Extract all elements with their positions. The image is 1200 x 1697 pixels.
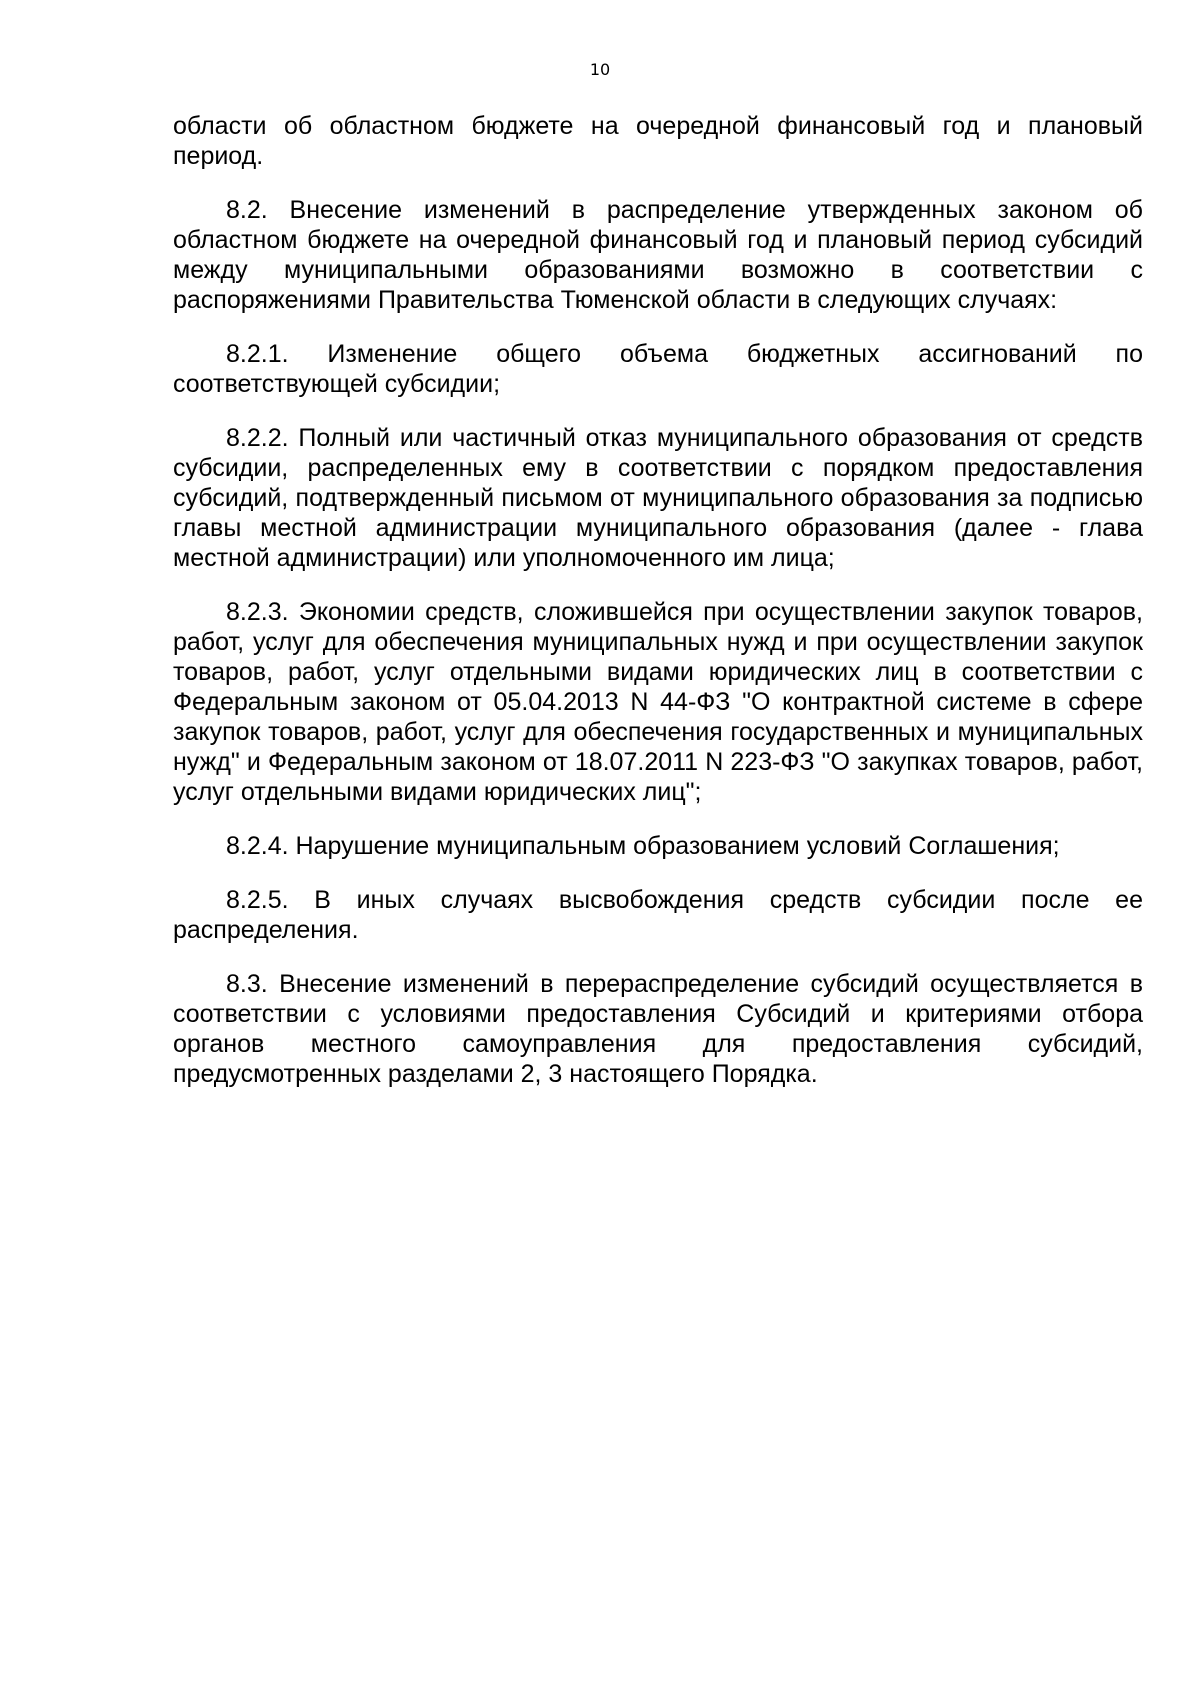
document-body [173,111,1143,1113]
paragraph-8-2: 8.2. Внесение изменений в распределение утвержденных законом об областном бюджете на очередной финансовый год и плановый период субсидий между муниципальными образованиями возможно в соответствии с распоряжениями Правительства Тюменской области в следующих случаях: [173,196,1143,314]
paragraph-8-2-4: 8.2.4. Нарушение муниципальным образованием условий Соглашения; [226,832,1060,860]
paragraph-8-2-3: 8.2.3. Экономии средств, сложившейся при осуществлении закупок товаров, работ, услуг для обеспечения муниципальных нужд и при осуществлении закупок товаров, работ, услуг отдельными видами юридических лиц в соответствии с Федеральным законом от 05.04.2013 N 44-ФЗ "О контрактной системе в сфере закупок товаров, работ, услуг для обеспечения государственных и муниципальных нужд" и Федеральным законом от 18.07.2011 N 223-ФЗ "О закупках товаров, работ, услуг отдельными видами юридических лиц"; [173,598,1143,806]
paragraph-8-3: 8.3. Внесение изменений в перераспределение субсидий осуществляется в соответствии с условиями предоставления Субсидий и критериями отбора органов местного самоуправления для предоставления субсидий, предусмотренных разделами 2, 3 настоящего Порядка. [173,970,1143,1088]
paragraph-8-2-2: 8.2.2. Полный или частичный отказ муниципального образования от средств субсидии, распределенных ему в соответствии с порядком предоставления субсидий, подтвержденный письмом от муниципального образования за подписью главы местной администрации муниципального образования (далее - глава местной администрации) или уполномоченного им лица; [173,424,1143,572]
paragraph-8-2-5: 8.2.5. В иных случаях высвобождения средств субсидии после ее распределения. [173,886,1143,944]
paragraph-8-2-1: 8.2.1. Изменение общего объема бюджетных ассигнований по соответствующей субсидии; [173,340,1143,398]
page-number: 10 [589,60,611,79]
paragraph-continuation: области об областном бюджете на очередной финансовый год и плановый период. [173,112,1143,170]
